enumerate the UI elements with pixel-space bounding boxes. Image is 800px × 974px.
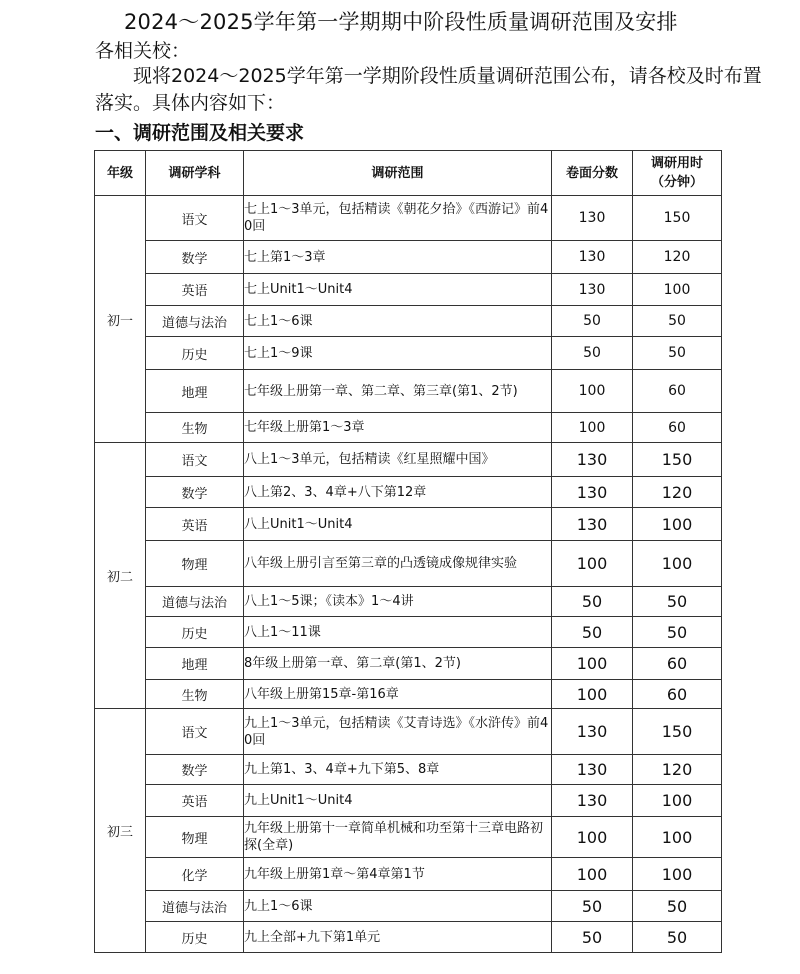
scope-cell: 八上第2、3、4章+八下第12章 — [244, 477, 552, 508]
time-cell: 120 — [633, 755, 722, 785]
scope-cell: 七年级上册第1～3章 — [244, 413, 552, 443]
time-cell: 50 — [633, 587, 722, 617]
subject-cell: 道德与法治 — [146, 306, 244, 337]
table-row — [95, 648, 722, 680]
table-row — [95, 617, 722, 648]
table-row — [95, 306, 722, 337]
table-row — [95, 241, 722, 274]
score-cell: 100 — [552, 817, 633, 858]
header-time: 调研用时 （分钟） — [633, 151, 722, 196]
subject-cell: 英语 — [146, 785, 244, 817]
time-cell: 120 — [633, 241, 722, 274]
time-cell: 60 — [633, 370, 722, 413]
time-cell: 100 — [633, 541, 722, 587]
grade-cell: 初一 — [95, 196, 146, 443]
header-scope: 调研范围 — [244, 151, 552, 196]
time-cell: 100 — [633, 858, 722, 891]
subject-cell: 语文 — [146, 196, 244, 241]
score-cell: 130 — [552, 443, 633, 477]
time-cell: 100 — [633, 817, 722, 858]
time-cell: 150 — [633, 196, 722, 241]
score-cell: 100 — [552, 680, 633, 709]
score-cell: 130 — [552, 709, 633, 755]
subject-cell: 英语 — [146, 508, 244, 541]
scope-cell: 九上Unit1～Unit4 — [244, 785, 552, 817]
scope-cell: 九年级上册第十一章简单机械和功至第十三章电路初探(全章) — [244, 817, 552, 858]
subject-cell: 语文 — [146, 709, 244, 755]
subject-cell: 生物 — [146, 680, 244, 709]
table-row — [95, 587, 722, 617]
scope-cell: 九上1～6课 — [244, 891, 552, 922]
table-row — [95, 755, 722, 785]
scope-cell: 七上Unit1～Unit4 — [244, 274, 552, 306]
score-cell: 130 — [552, 196, 633, 241]
subject-cell: 数学 — [146, 755, 244, 785]
subject-cell: 生物 — [146, 413, 244, 443]
table-header-row — [95, 151, 722, 196]
scope-cell: 八年级上册第15章-第16章 — [244, 680, 552, 709]
time-cell: 150 — [633, 709, 722, 755]
subject-cell: 地理 — [146, 648, 244, 680]
score-cell: 100 — [552, 370, 633, 413]
table-row — [95, 508, 722, 541]
score-cell: 50 — [552, 306, 633, 337]
scope-cell: 八上1～5课；《读本》1～4讲 — [244, 587, 552, 617]
header-grade: 年级 — [95, 151, 146, 196]
score-cell: 100 — [552, 858, 633, 891]
scope-cell: 七上1～6课 — [244, 306, 552, 337]
table-row — [95, 413, 722, 443]
time-cell: 50 — [633, 922, 722, 953]
section-heading: 一、调研范围及相关要求 — [95, 122, 305, 144]
score-cell: 130 — [552, 274, 633, 306]
scope-cell: 七上第1～3章 — [244, 241, 552, 274]
scope-cell: 八上1～11课 — [244, 617, 552, 648]
scope-cell: 七上1～3单元，包括精读《朝花夕拾》《西游记》前40回 — [244, 196, 552, 241]
score-cell: 100 — [552, 541, 633, 587]
scope-cell: 九上全部+九下第1单元 — [244, 922, 552, 953]
score-cell: 130 — [552, 241, 633, 274]
table-row — [95, 785, 722, 817]
subject-cell: 地理 — [146, 370, 244, 413]
document-title: 2024～2025学年第一学期期中阶段性质量调研范围及安排 — [124, 10, 678, 34]
subject-cell: 物理 — [146, 817, 244, 858]
table-row — [95, 477, 722, 508]
subject-cell: 物理 — [146, 541, 244, 587]
time-cell: 60 — [633, 680, 722, 709]
table-row — [95, 891, 722, 922]
intro-paragraph: 现将2024～2025学年第一学期阶段性质量调研范围公布，请各校及时布置落实。具体内容如下： — [95, 65, 762, 114]
score-cell: 130 — [552, 508, 633, 541]
subject-cell: 数学 — [146, 241, 244, 274]
scope-cell: 九年级上册第1章～第4章第1节 — [244, 858, 552, 891]
score-cell: 50 — [552, 587, 633, 617]
subject-cell: 历史 — [146, 337, 244, 370]
table-row — [95, 817, 722, 858]
scope-cell: 八年级上册引言至第三章的凸透镜成像规律实验 — [244, 541, 552, 587]
time-cell: 100 — [633, 274, 722, 306]
time-cell: 50 — [633, 891, 722, 922]
header-subject: 调研学科 — [146, 151, 244, 196]
score-cell: 100 — [552, 413, 633, 443]
scope-cell: 八上Unit1～Unit4 — [244, 508, 552, 541]
scope-table — [94, 150, 722, 953]
subject-cell: 道德与法治 — [146, 587, 244, 617]
score-cell: 50 — [552, 922, 633, 953]
score-cell: 50 — [552, 617, 633, 648]
subject-cell: 历史 — [146, 922, 244, 953]
table-row — [95, 337, 722, 370]
scope-cell: 七上1～9课 — [244, 337, 552, 370]
score-cell: 130 — [552, 755, 633, 785]
table-body — [95, 196, 722, 953]
score-cell: 130 — [552, 785, 633, 817]
table-row — [95, 541, 722, 587]
table-row — [95, 680, 722, 709]
table-row — [95, 370, 722, 413]
table-row — [95, 274, 722, 306]
score-cell: 100 — [552, 648, 633, 680]
scope-cell: 八上1～3单元，包括精读《红星照耀中国》 — [244, 443, 552, 477]
grade-cell: 初二 — [95, 443, 146, 709]
scope-cell: 七年级上册第一章、第二章、第三章(第1、2节) — [244, 370, 552, 413]
time-cell: 120 — [633, 477, 722, 508]
subject-cell: 数学 — [146, 477, 244, 508]
grade-cell: 初三 — [95, 709, 146, 953]
time-cell: 150 — [633, 443, 722, 477]
time-cell: 60 — [633, 413, 722, 443]
header-score: 卷面分数 — [552, 151, 633, 196]
subject-cell: 历史 — [146, 617, 244, 648]
time-cell: 50 — [633, 337, 722, 370]
time-cell: 100 — [633, 508, 722, 541]
table-row — [95, 709, 722, 755]
score-cell: 50 — [552, 891, 633, 922]
table-row — [95, 443, 722, 477]
scope-cell: 九上第1、3、4章+九下第5、8章 — [244, 755, 552, 785]
time-cell: 50 — [633, 306, 722, 337]
subject-cell: 化学 — [146, 858, 244, 891]
score-cell: 130 — [552, 477, 633, 508]
salutation: 各相关校： — [95, 40, 191, 62]
score-cell: 50 — [552, 337, 633, 370]
subject-cell: 语文 — [146, 443, 244, 477]
time-cell: 50 — [633, 617, 722, 648]
subject-cell: 英语 — [146, 274, 244, 306]
time-cell: 60 — [633, 648, 722, 680]
table-row — [95, 858, 722, 891]
time-cell: 100 — [633, 785, 722, 817]
table-row — [95, 922, 722, 953]
scope-cell: 8年级上册第一章、第二章(第1、2节) — [244, 648, 552, 680]
subject-cell: 道德与法治 — [146, 891, 244, 922]
scope-cell: 九上1～3单元，包括精读《艾青诗选》《水浒传》前40回 — [244, 709, 552, 755]
table-row — [95, 196, 722, 241]
